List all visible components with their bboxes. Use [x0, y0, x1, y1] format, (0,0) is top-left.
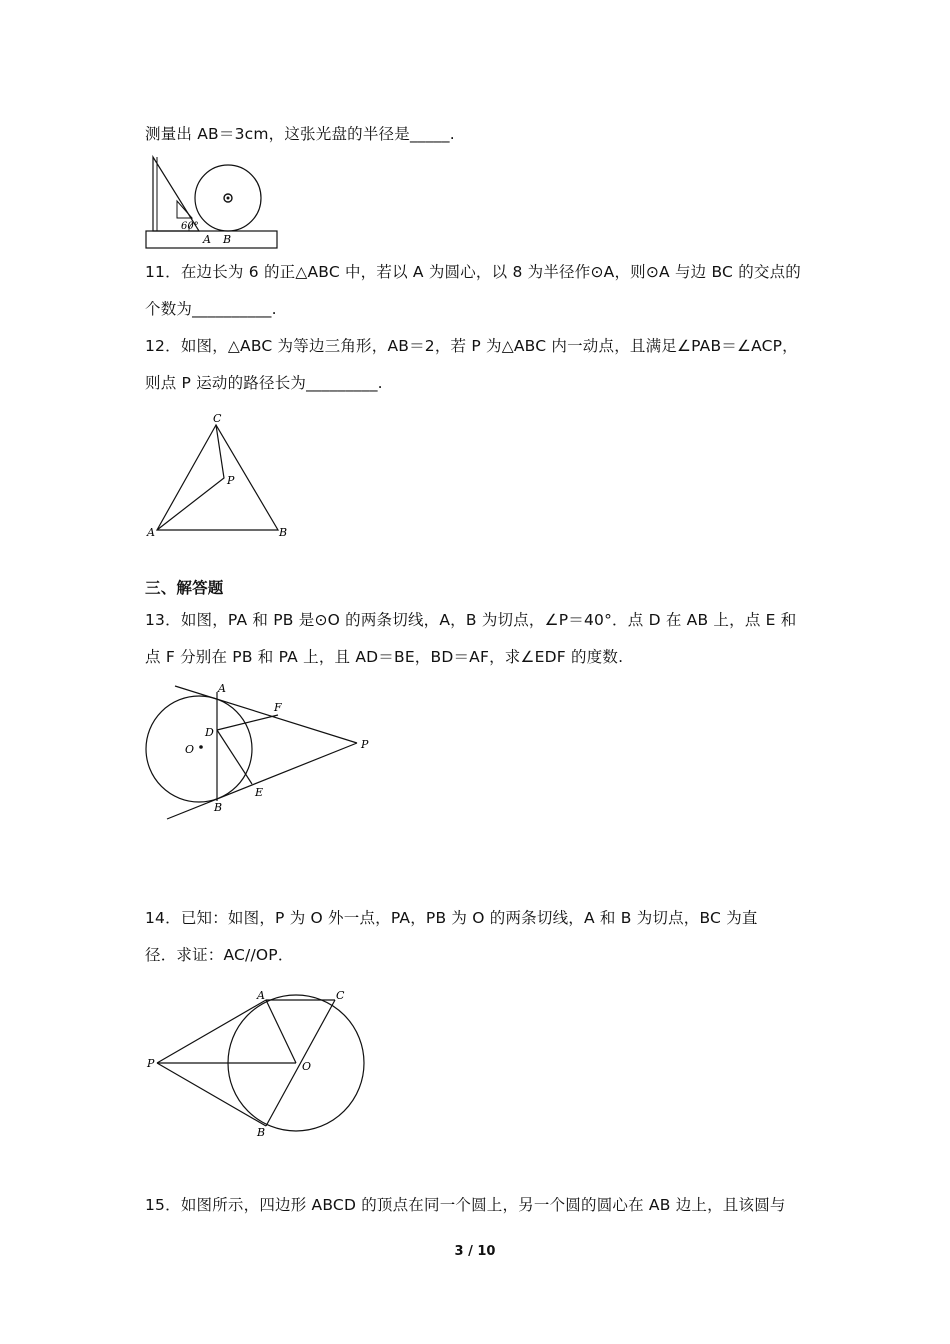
- label-f: F: [274, 701, 282, 714]
- label-b: B: [223, 233, 232, 246]
- question-13-line-2: 点 F 分别在 PB 和 PA 上，且 AD＝BE，BD＝AF，求∠EDF 的度数.: [145, 648, 624, 666]
- label-p: P: [147, 1057, 155, 1070]
- question-14-line-1: 14．已知：如图，P 为 O 外一点，PA，PB 为 O 的两条切线，A 和 B 为切点，BC 为直: [145, 909, 758, 927]
- label-o: O: [302, 1060, 312, 1073]
- label-c: C: [213, 412, 222, 425]
- triangle-abc: [157, 425, 278, 530]
- question-11-line-1: 11．在边长为 6 的正△ABC 中，若以 A 为圆心，以 8 为半径作⊙A，则⊙A 与边 BC 的交点的: [145, 263, 801, 281]
- question-12-line-2: 则点 P 运动的路径长为_________.: [145, 374, 383, 392]
- label-e: E: [255, 786, 264, 799]
- circle-o: [146, 696, 252, 802]
- section-title: 三、解答题: [145, 579, 224, 597]
- label-b: B: [214, 801, 223, 814]
- set-square-shape: [153, 157, 199, 231]
- disc-figure: [145, 155, 285, 251]
- angle-label: 60°: [181, 221, 199, 232]
- tangent-figure-13: [145, 680, 375, 820]
- question-11-line-2: 个数为__________.: [145, 300, 277, 318]
- label-a: A: [218, 682, 226, 695]
- label-b: B: [257, 1126, 266, 1139]
- label-p: P: [361, 738, 369, 751]
- label-c: C: [336, 989, 345, 1002]
- question-10-tail: 测量出 AB＝3cm，这张光盘的半径是_____.: [145, 125, 455, 143]
- question-14-line-2: 径．求证：AC//OP．: [145, 946, 294, 964]
- question-13-line-1: 13．如图，PA 和 PB 是⊙O 的两条切线，A，B 为切点，∠P＝40°．点 D 在 AB 上，点 E 和: [145, 611, 797, 629]
- page-number: 3 / 10: [454, 1244, 496, 1259]
- question-12-line-1: 12．如图，△ABC 为等边三角形，AB＝2，若 P 为△ABC 内一动点，且满足∠PAB＝∠ACP，: [145, 337, 798, 355]
- label-b: B: [279, 526, 288, 539]
- tangent-figure-14: [145, 988, 375, 1140]
- label-o: O: [185, 743, 195, 756]
- label-p: P: [227, 474, 235, 487]
- question-15-line-1: 15．如图所示，四边形 ABCD 的顶点在同一个圆上，另一个圆的圆心在 AB 边上，且该圆与: [145, 1196, 786, 1214]
- label-a: A: [147, 526, 155, 539]
- label-a: A: [257, 989, 265, 1002]
- ruler-shape: [146, 231, 277, 248]
- label-a: A: [203, 233, 211, 246]
- label-d: D: [205, 726, 214, 739]
- triangle-figure: [145, 410, 295, 540]
